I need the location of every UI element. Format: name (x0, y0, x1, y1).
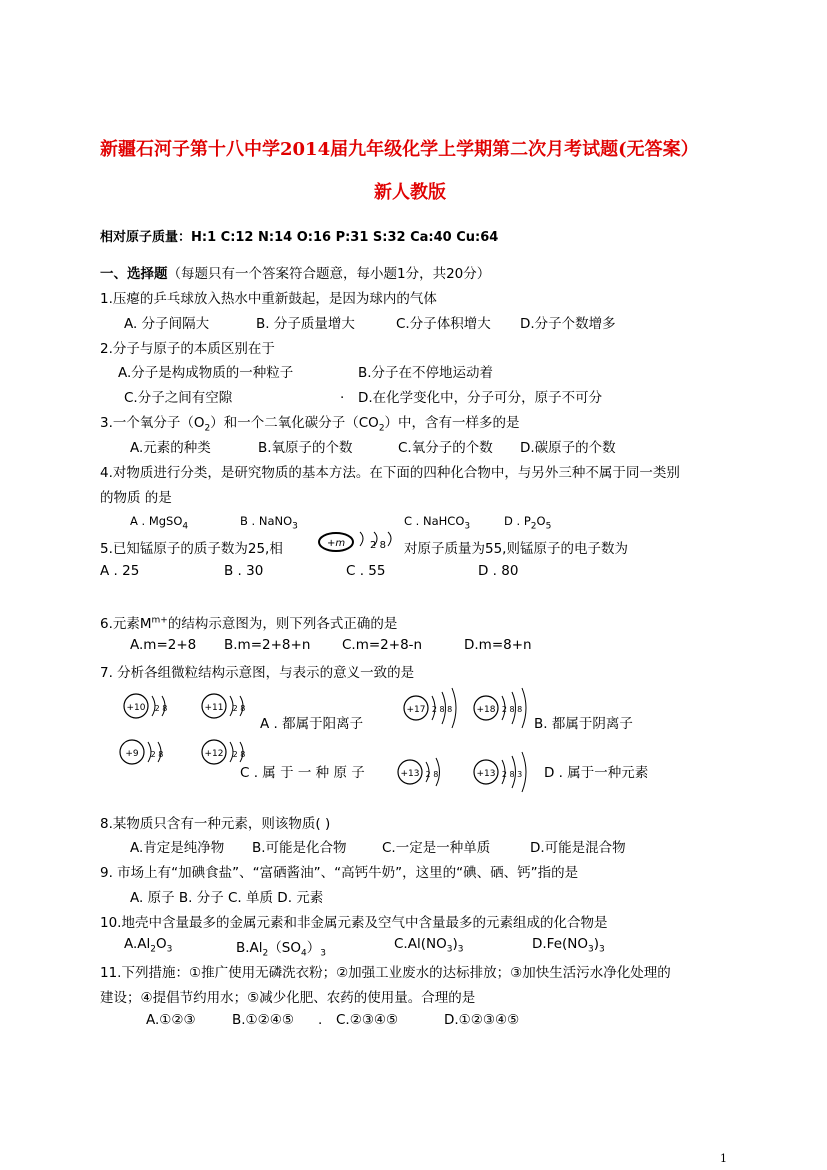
q6-stem (100, 612, 397, 632)
q7-atom-4 (470, 686, 536, 730)
q1-option-d: D.分子个数增多 (520, 316, 616, 332)
q10-d-text: D.Fe(NO (532, 936, 589, 952)
svg-text:+17: +17 (406, 705, 426, 715)
q3-option-a: A.元素的种类 (130, 440, 211, 456)
svg-text:2 8: 2 8 (232, 704, 246, 713)
q2-option-c: C.分子之间有空隙 (124, 390, 233, 406)
q4-b-text: B . NaNO (240, 514, 293, 528)
q5-option-a: A . 25 (100, 563, 140, 579)
q4-option-b (240, 514, 298, 531)
q4-d-text: D . P (504, 514, 531, 528)
q1-option-a: A. 分子间隔大 (124, 316, 210, 332)
q10-c-sub2: 3 (457, 944, 464, 955)
q10-b-mid: （SO (268, 940, 301, 956)
atomic-masses: 相对原子质量：H:1 C:12 N:14 O:16 P:31 S:32 Ca:40 Cu:64 (100, 230, 499, 245)
q10-b-sub2: 4 (300, 948, 307, 959)
q10-c-post: ) (452, 936, 458, 952)
q8-option-b: B.可能是化合物 (252, 840, 347, 856)
q8-option-d: D.可能是混合物 (530, 840, 626, 856)
q7-atom-5 (118, 734, 174, 774)
q2-option-d: D.在化学变化中，分子可分，原子不可分 (358, 390, 603, 406)
q4-a-text: A . MgSO (130, 514, 183, 528)
q4-b-sub: 3 (292, 521, 298, 532)
q2-option-a: A.分子是构成物质的一种粒子 (118, 365, 294, 381)
q5-nucleus-label: +m (326, 538, 346, 549)
q6-option-d: D.m=8+n (464, 637, 532, 653)
svg-text:+13: +13 (476, 769, 496, 779)
q10-d-sub1: 3 (588, 944, 594, 955)
q9-stem: 9. 市场上有“加碘食盐”、“富硒酱油”、“高钙牛奶”，这里的“碘、硒、钙”指的是 (100, 865, 579, 881)
q1-stem: 1.压瘪的乒乓球放入热水中重新鼓起，是因为球内的气体 (100, 291, 437, 307)
q10-stem: 10.地壳中含量最多的金属元素和非金属元素及空气中含量最多的元素组成的化合物是 (100, 915, 608, 931)
q11-stem-line2: 建设；④提倡节约用水；⑤减少化肥、农药的使用量。合理的是 (100, 990, 476, 1006)
svg-text:+9: +9 (125, 749, 139, 759)
q4-option-a (130, 514, 188, 531)
q3-stem (100, 411, 520, 434)
q4-a-sub: 4 (182, 521, 189, 532)
q5-option-c: C . 55 (346, 563, 386, 579)
q4-d-sub1: 2 (530, 521, 537, 532)
q10-b-post: ） (306, 940, 321, 956)
q10-d-sub2: 3 (599, 944, 605, 955)
section-heading (100, 262, 490, 282)
q3-stem-part2: ）和一个二氧化碳分子（CO (210, 415, 379, 431)
q4-option-d (504, 514, 551, 531)
q5-atom-diagram (316, 528, 396, 560)
document-title-line1: 新疆石河子第十八中学2014届九年级化学上学期第二次月考试题(无答案） (100, 139, 699, 160)
q10-c-text: C.Al(NO (394, 936, 447, 952)
svg-text:2 8 8: 2 8 8 (501, 705, 523, 714)
q7-option-d: D . 属于一种元素 (544, 765, 649, 781)
q11-option-a: A.①②③ (146, 1012, 196, 1028)
q7-stem: 7. 分析各组微粒结构示意图，与表示的意义一致的是 (100, 665, 415, 681)
q4-stem-line2: 的物质 的是 (100, 490, 172, 506)
q5-option-b: B . 30 (224, 563, 264, 579)
q4-d-sub2: 5 (545, 521, 552, 532)
q3-sub1: 2 (204, 423, 211, 434)
q10-b-sub3: 3 (320, 948, 326, 959)
q11-dot: . (318, 1012, 323, 1028)
q6-stem-part1: 6.元素M (100, 616, 152, 632)
svg-text:+18: +18 (476, 705, 496, 715)
q6-option-c: C.m=2+8-n (342, 637, 423, 653)
q10-option-c (394, 936, 463, 955)
q5-stem-part2: 对原子质量为55,则锰原子的电子数为 (404, 541, 628, 557)
q10-a-sub2: 3 (166, 944, 173, 955)
q11-option-b: B.①②④⑤ (232, 1012, 294, 1028)
q10-a-text: A.Al (124, 936, 151, 952)
q7-option-c: C . 属 于 一 种 原 子 (240, 765, 365, 781)
q11-stem-line1: 11.下列措施：①推广使用无磷洗衣粉；②加强工业废水的达标排放；③加快生活污水净化处理的 (100, 965, 671, 981)
q8-option-c: C.一定是一种单质 (382, 840, 491, 856)
q7-option-b: B. 都属于阴离子 (534, 716, 633, 732)
q3-option-b: B.氧原子的个数 (258, 440, 353, 456)
q7-option-a: A . 都属于阳离子 (260, 716, 364, 732)
q8-stem: 8.某物质只含有一种元素，则该物质( ) (100, 816, 331, 832)
q3-stem-part1: 3.一个氧分子（O (100, 415, 205, 431)
q11-option-d: D.①②③④⑤ (444, 1012, 520, 1028)
q5-shell-electrons: 2 8 (370, 540, 386, 551)
q7-atom-8 (472, 750, 538, 798)
q5-stem-part1: 5.已知锰原子的质子数为25,相 (100, 541, 283, 557)
q10-c-sub1: 3 (446, 944, 453, 955)
svg-text:+13: +13 (400, 769, 420, 779)
q7-atom-3 (400, 686, 466, 730)
q3-sub2: 2 (378, 423, 385, 434)
svg-text:+11: +11 (204, 703, 224, 713)
q4-option-c (404, 514, 470, 531)
q2-stem: 2.分子与原子的本质区别在于 (100, 341, 275, 357)
q5-shell-3 (388, 532, 391, 546)
q3-stem-part3: ）中，含有一样多的是 (384, 415, 520, 431)
svg-text:2 8: 2 8 (232, 750, 246, 759)
q10-a-mid: O (156, 936, 167, 952)
q3-option-c: C.氧分子的个数 (398, 440, 493, 456)
q10-a-sub1: 2 (150, 944, 157, 955)
section-heading-note: （每题只有一个答案符合题意，每小题1分，共20分） (167, 266, 491, 282)
q5-shell-1 (360, 532, 363, 546)
svg-text:2 8 8: 2 8 8 (431, 705, 453, 714)
q7-atom-2 (198, 690, 254, 730)
svg-text:+10: +10 (126, 703, 146, 713)
q4-stem-line1: 4.对物质进行分类，是研究物质的基本方法。在下面的四种化合物中，与另外三种不属于同一类别 (100, 465, 680, 481)
q6-sup: m+ (151, 615, 168, 626)
q5-option-d: D . 80 (478, 563, 519, 579)
q10-b-text: B.Al (236, 940, 263, 956)
q9-options: A. 原子 B. 分子 C. 单质 D. 元素 (130, 890, 324, 906)
q10-d-post: ) (593, 936, 600, 952)
q4-c-sub: 3 (464, 521, 471, 532)
q6-option-a: A.m=2+8 (130, 637, 197, 653)
page-number: 1 (720, 1152, 727, 1165)
q6-option-b: B.m=2+8+n (224, 637, 311, 653)
svg-text:+12: +12 (204, 749, 224, 759)
q4-c-text: C . NaHCO (404, 514, 465, 528)
document-title-line2: 新人教版 (374, 182, 446, 203)
q7-atom-7 (396, 754, 452, 794)
q10-b-sub1: 2 (262, 948, 269, 959)
svg-text:2 8 3: 2 8 3 (501, 770, 523, 779)
q7-atom-1 (120, 690, 176, 730)
q10-option-b (236, 936, 326, 959)
q2-dot: . (340, 386, 345, 402)
q3-option-d: D.碳原子的个数 (520, 440, 616, 456)
section-heading-bold: 一、选择题 (100, 266, 168, 282)
q11-option-c: C.②③④⑤ (336, 1012, 399, 1028)
q1-option-c: C.分子体积增大 (396, 316, 491, 332)
q10-option-a (124, 936, 172, 955)
q1-option-b: B. 分子质量增大 (256, 316, 355, 332)
q2-option-b: B.分子在不停地运动着 (358, 365, 494, 381)
svg-text:2 8: 2 8 (154, 704, 168, 713)
q4-d-mid: O (536, 514, 546, 528)
svg-text:2 8: 2 8 (150, 750, 164, 759)
q6-stem-part2: 的结构示意图为，则下列各式正确的是 (167, 616, 398, 632)
q10-option-d (532, 936, 605, 955)
svg-text:2 8: 2 8 (425, 770, 439, 779)
q8-option-a: A.肯定是纯净物 (130, 840, 225, 856)
